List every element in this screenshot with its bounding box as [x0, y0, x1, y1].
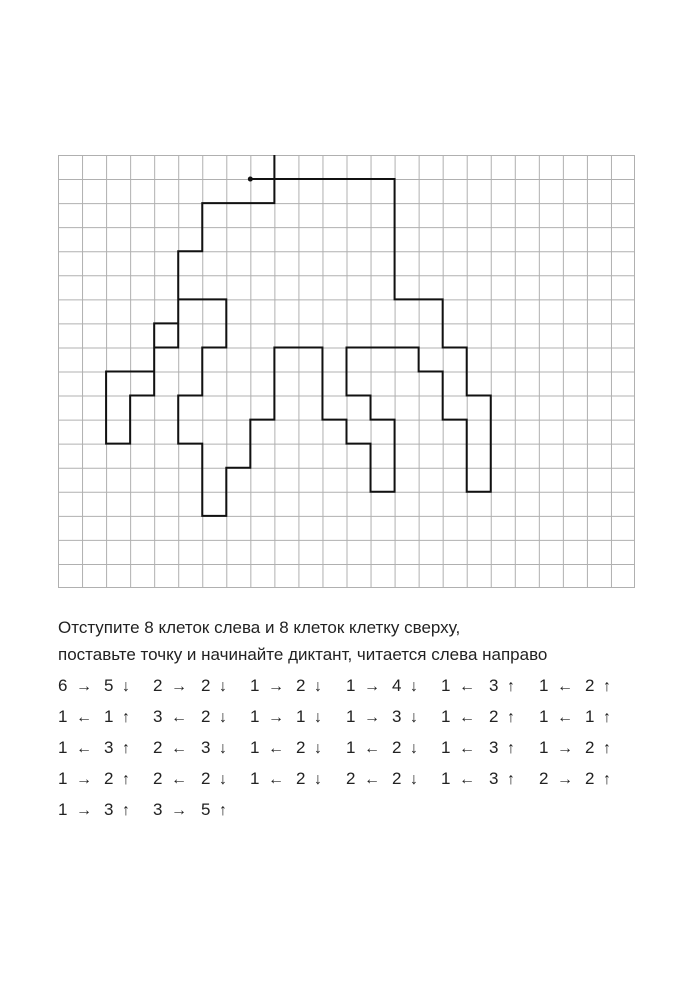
direction-arrow-icon: ↓ — [219, 740, 227, 757]
direction-arrow-icon: ← — [268, 771, 284, 788]
dictation-step — [58, 734, 92, 762]
step-count: 1 — [250, 769, 260, 788]
dictation-step — [201, 796, 227, 824]
step-count: 3 — [489, 769, 499, 788]
direction-arrow-icon: ← — [171, 740, 187, 757]
step-count: 1 — [539, 707, 549, 726]
step-count: 2 — [392, 738, 402, 757]
direction-arrow-icon: → — [268, 709, 284, 726]
step-count: 1 — [441, 707, 451, 726]
step-count: 1 — [539, 676, 549, 695]
dictation-step — [585, 765, 611, 793]
direction-arrow-icon: ↓ — [410, 709, 418, 726]
step-count: 1 — [441, 738, 451, 757]
direction-arrow-icon: ← — [76, 709, 92, 726]
direction-arrow-icon: ↑ — [507, 771, 515, 788]
step-count: 2 — [296, 676, 306, 695]
dictation-row — [58, 765, 678, 796]
step-count: 3 — [104, 800, 114, 819]
direction-arrow-icon: ← — [171, 771, 187, 788]
step-count: 2 — [346, 769, 356, 788]
direction-arrow-icon: ← — [459, 771, 475, 788]
dictation-step — [153, 796, 187, 824]
direction-arrow-icon: → — [76, 678, 92, 695]
direction-arrow-icon: ↑ — [122, 709, 130, 726]
direction-arrow-icon: ← — [557, 678, 573, 695]
dictation-step — [296, 765, 322, 793]
direction-arrow-icon: ↓ — [122, 678, 130, 695]
direction-arrow-icon: ↑ — [122, 771, 130, 788]
dictation-step — [296, 734, 322, 762]
direction-arrow-icon: → — [268, 678, 284, 695]
step-count: 1 — [585, 707, 595, 726]
dictation-step — [153, 734, 187, 762]
step-count: 2 — [104, 769, 114, 788]
dictation-row — [58, 703, 678, 734]
dictation-step — [346, 765, 380, 793]
direction-arrow-icon: → — [76, 771, 92, 788]
dictation-step — [441, 703, 475, 731]
direction-arrow-icon: ↓ — [314, 771, 322, 788]
dictation-step — [392, 765, 418, 793]
step-count: 3 — [201, 738, 211, 757]
dictation-step — [585, 672, 611, 700]
dictation-step — [489, 765, 515, 793]
step-count: 2 — [585, 738, 595, 757]
direction-arrow-icon: ↓ — [314, 678, 322, 695]
step-count: 1 — [58, 800, 68, 819]
grid-drawing — [58, 155, 635, 588]
dictation-step — [392, 672, 418, 700]
direction-arrow-icon: ↑ — [603, 709, 611, 726]
step-count: 3 — [489, 738, 499, 757]
step-count: 3 — [153, 800, 163, 819]
dictation-step — [58, 765, 92, 793]
direction-arrow-icon: ← — [364, 771, 380, 788]
step-count: 6 — [58, 676, 68, 695]
direction-arrow-icon: ↑ — [219, 802, 227, 819]
dictation-step — [201, 703, 227, 731]
step-count: 1 — [441, 769, 451, 788]
dictation-step — [489, 672, 515, 700]
direction-arrow-icon: ↑ — [507, 709, 515, 726]
step-count: 2 — [539, 769, 549, 788]
direction-arrow-icon: ↑ — [507, 678, 515, 695]
step-count: 1 — [250, 676, 260, 695]
direction-arrow-icon: ↓ — [314, 740, 322, 757]
step-count: 3 — [489, 676, 499, 695]
step-count: 1 — [250, 707, 260, 726]
step-count: 1 — [539, 738, 549, 757]
direction-arrow-icon: ↓ — [410, 771, 418, 788]
step-count: 2 — [201, 707, 211, 726]
dictation-step — [153, 765, 187, 793]
step-count: 2 — [153, 738, 163, 757]
dictation-step — [153, 703, 187, 731]
step-count: 1 — [58, 707, 68, 726]
step-count: 2 — [296, 738, 306, 757]
dictation-path — [106, 155, 491, 516]
dictation-step — [201, 672, 227, 700]
dictation-step — [201, 765, 227, 793]
dictation-step — [296, 703, 322, 731]
dictation-step — [392, 703, 418, 731]
step-count: 1 — [346, 707, 356, 726]
dictation-step — [104, 703, 130, 731]
dictation-step — [489, 734, 515, 762]
dictation-step — [104, 734, 130, 762]
direction-arrow-icon: → — [76, 802, 92, 819]
direction-arrow-icon: ↓ — [410, 678, 418, 695]
step-count: 1 — [346, 738, 356, 757]
dictation-step — [539, 672, 573, 700]
direction-arrow-icon: → — [557, 740, 573, 757]
direction-arrow-icon: → — [364, 678, 380, 695]
dictation-step — [539, 734, 573, 762]
dictation-step — [539, 765, 573, 793]
dictation-step — [585, 703, 611, 731]
step-count: 3 — [153, 707, 163, 726]
dictation-step — [58, 796, 92, 824]
direction-arrow-icon: ↑ — [122, 802, 130, 819]
step-count: 2 — [585, 769, 595, 788]
dictation-row — [58, 672, 678, 703]
direction-arrow-icon: ↓ — [219, 709, 227, 726]
step-count: 5 — [104, 676, 114, 695]
step-count: 2 — [201, 769, 211, 788]
step-count: 3 — [104, 738, 114, 757]
dictation-step — [250, 765, 284, 793]
step-count: 3 — [392, 707, 402, 726]
direction-arrow-icon: ↓ — [314, 709, 322, 726]
dictation-step — [58, 703, 92, 731]
direction-arrow-icon: ↑ — [603, 678, 611, 695]
start-dot — [248, 177, 253, 182]
direction-arrow-icon: ← — [459, 678, 475, 695]
direction-arrow-icon: ← — [459, 709, 475, 726]
step-count: 1 — [58, 769, 68, 788]
dictation-step — [539, 703, 573, 731]
step-count: 1 — [104, 707, 114, 726]
dictation-step — [250, 672, 284, 700]
dictation-step — [104, 672, 130, 700]
step-count: 1 — [441, 676, 451, 695]
dictation-step — [441, 734, 475, 762]
step-count: 1 — [250, 738, 260, 757]
graph-paper-grid — [58, 155, 635, 588]
step-count: 5 — [201, 800, 211, 819]
direction-arrow-icon: → — [171, 678, 187, 695]
dictation-step — [250, 734, 284, 762]
dictation-step — [296, 672, 322, 700]
step-count: 2 — [585, 676, 595, 695]
dictation-step — [201, 734, 227, 762]
step-count: 2 — [296, 769, 306, 788]
dictation-step — [104, 765, 130, 793]
dictation-step — [441, 672, 475, 700]
instructions-line-1: Отступите 8 клеток слева и 8 клеток клетку сверху, — [58, 618, 461, 637]
direction-arrow-icon: ↑ — [603, 771, 611, 788]
direction-arrow-icon: ← — [76, 740, 92, 757]
instructions-text — [58, 614, 678, 668]
dictation-step — [585, 734, 611, 762]
dictation-step — [392, 734, 418, 762]
dictation-step — [441, 765, 475, 793]
direction-arrow-icon: → — [364, 709, 380, 726]
dictation-row — [58, 796, 678, 827]
instructions-line-2: поставьте точку и начинайте диктант, читается слева направо — [58, 645, 548, 664]
direction-arrow-icon: ↓ — [410, 740, 418, 757]
dictation-step — [58, 672, 92, 700]
direction-arrow-icon: ← — [171, 709, 187, 726]
direction-arrow-icon: ← — [364, 740, 380, 757]
dictation-step — [489, 703, 515, 731]
direction-arrow-icon: ↑ — [122, 740, 130, 757]
dictation-row — [58, 734, 678, 765]
step-count: 2 — [489, 707, 499, 726]
direction-arrow-icon: ↓ — [219, 771, 227, 788]
direction-arrow-icon: ↓ — [219, 678, 227, 695]
direction-arrow-icon: ← — [459, 740, 475, 757]
direction-arrow-icon: ← — [268, 740, 284, 757]
step-count: 1 — [296, 707, 306, 726]
direction-arrow-icon: ← — [557, 709, 573, 726]
dictation-step — [346, 734, 380, 762]
direction-arrow-icon: ↑ — [603, 740, 611, 757]
direction-arrow-icon: → — [557, 771, 573, 788]
dictation-step — [346, 672, 380, 700]
step-count: 2 — [153, 769, 163, 788]
dictation-step — [153, 672, 187, 700]
step-count: 4 — [392, 676, 402, 695]
dictation-table — [58, 672, 678, 827]
direction-arrow-icon: ↑ — [507, 740, 515, 757]
step-count: 2 — [153, 676, 163, 695]
step-count: 1 — [58, 738, 68, 757]
step-count: 2 — [392, 769, 402, 788]
dictation-step — [346, 703, 380, 731]
dictation-step — [250, 703, 284, 731]
dictation-step — [104, 796, 130, 824]
step-count: 1 — [346, 676, 356, 695]
direction-arrow-icon: → — [171, 802, 187, 819]
step-count: 2 — [201, 676, 211, 695]
